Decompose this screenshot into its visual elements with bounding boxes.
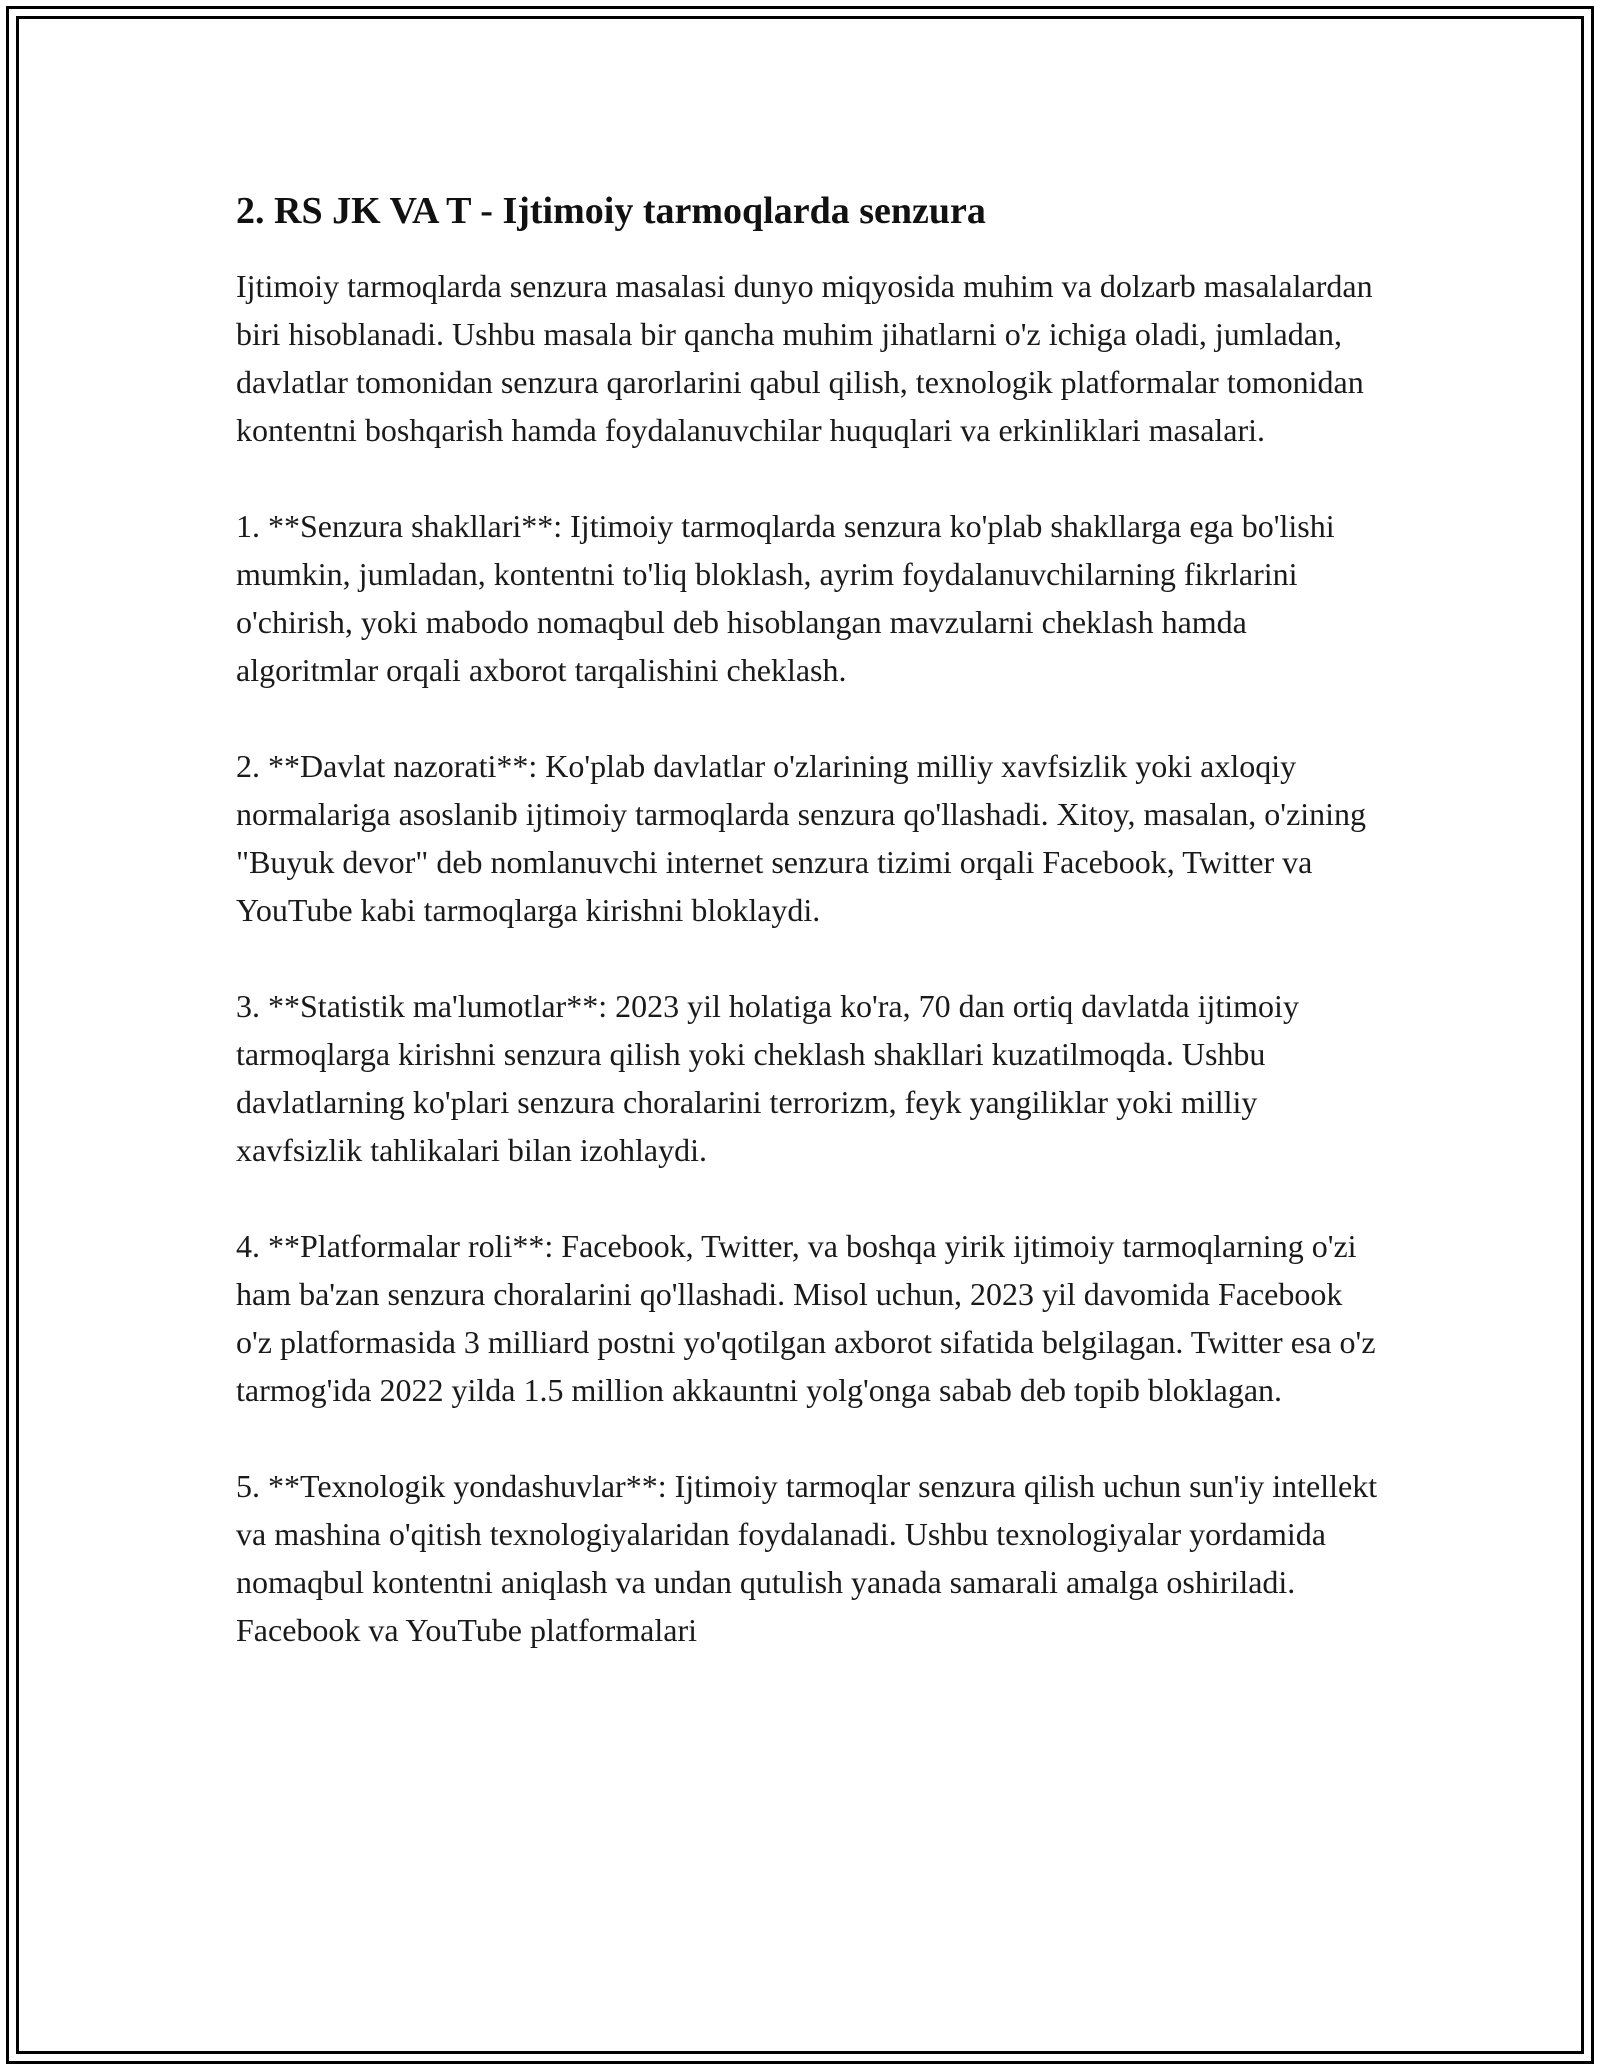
paragraph-senzura-shakllari: 1. **Senzura shakllari**: Ijtimoiy tarmoqlarda senzura ko'plab shakllarga ega bo'lishi mumkin, jumladan, kontentni to'liq bloklash, ayrim foydalanuvchilarning fikrlarini o'chirish, yoki mabodo nomaqbul deb hisoblangan mavzularni cheklash hamda algoritmlar orqali axborot tarqalishini cheklash. [236, 508, 1335, 688]
document-body [236, 188, 1386, 1702]
paragraph-texnologik-yondashuvlar: 5. **Texnologik yondashuvlar**: Ijtimoiy tarmoqlar senzura qilish uchun sun'iy intellekt va mashina o'qitish texnologiyalaridan foydalanadi. Ushbu texnologiyalar yordamida nomaqbul kontentni aniqlash va undan qutulish yanada samarali amalga oshiriladi. Facebook va YouTube platformalari [236, 1468, 1378, 1648]
document-title: 2. RS JK VA T - Ijtimoiy tarmoqlarda senzura [236, 190, 986, 232]
paragraph-platformalar-roli: 4. **Platformalar roli**: Facebook, Twitter, va boshqa yirik ijtimoiy tarmoqlarning o'zi ham ba'zan senzura choralarini qo'llashadi. Misol uchun, 2023 yil davomida Facebook o'z platformasida 3 milliard postni yo'qotilgan axborot sifatida belgilagan. Twitter esa o'z tarmog'ida 2022 yilda 1.5 million akkauntni yolg'onga sabab deb topib bloklagan. [236, 1228, 1376, 1408]
paragraph-statistik-malumotlar: 3. **Statistik ma'lumotlar**: 2023 yil holatiga ko'ra, 70 dan ortiq davlatda ijtimoiy tarmoqlarga kirishni senzura qilish yoki cheklash shakllari kuzatilmoqda. Ushbu davlatlarning ko'plari senzura choralarini terrorizm, feyk yangiliklar yoki milliy xavfsizlik tahlikalari bilan izohlaydi. [236, 988, 1299, 1168]
intro-paragraph: Ijtimoiy tarmoqlarda senzura masalasi dunyo miqyosida muhim va dolzarb masalalardan biri hisoblanadi. Ushbu masala bir qancha muhim jihatlarni o'z ichiga oladi, jumladan, davlatlar tomonidan senzura qarorlarini qabul qilish, texnologik platformalar tomonidan kontentni boshqarish hamda foydalanuvchilar huquqlari va erkinliklari masalari. [236, 268, 1373, 448]
paragraph-davlat-nazorati: 2. **Davlat nazorati**: Ko'plab davlatlar o'zlarining milliy xavfsizlik yoki axloqiy normalariga asoslanib ijtimoiy tarmoqlarda senzura qo'llashadi. Xitoy, masalan, o'zining "Buyuk devor" deb nomlanuvchi internet senzura tizimi orqali Facebook, Twitter va YouTube kabi tarmoqlarga kirishni bloklaydi. [236, 748, 1367, 928]
